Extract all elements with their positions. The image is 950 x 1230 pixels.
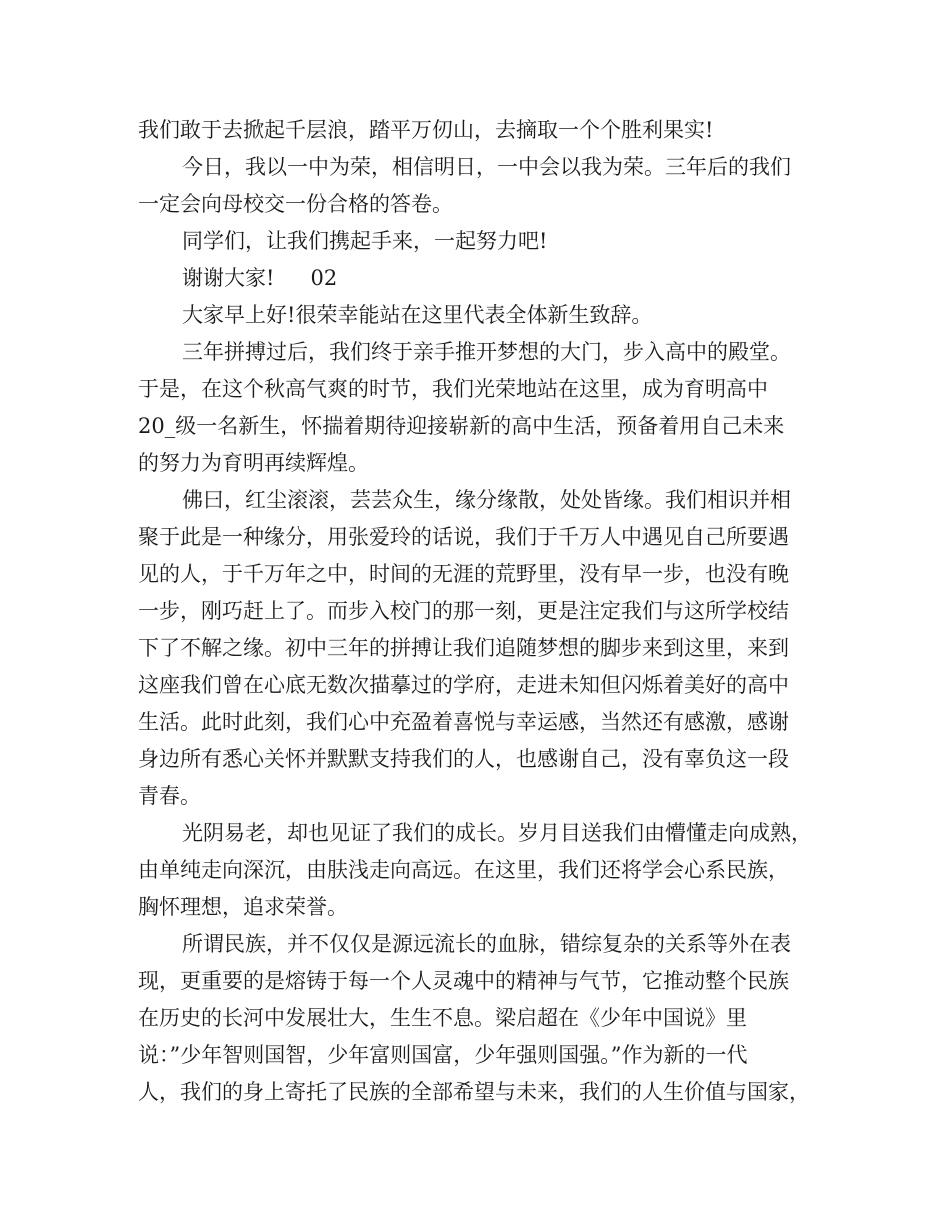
text-line	[138, 371, 838, 408]
text-line-content: 一定会向母校交一份合格的答卷。	[138, 192, 453, 216]
paragraph-p1	[138, 112, 838, 149]
text-line-content: 同学们，让我们携起手来，一起努力吧!	[182, 229, 548, 253]
text-line-content: 大家早上好!很荣幸能站在这里代表全体新生致辞。	[182, 303, 653, 327]
text-line	[138, 445, 838, 482]
text-line	[138, 112, 838, 149]
text-line-content: 一步，刚巧赶上了。而步入校门的那一刻，更是注定我们与这所学校结	[138, 599, 789, 623]
text-line-content: 聚于此是一种缘分，用张爱玲的话说，我们于千万人中遇见自己所要遇	[138, 525, 789, 549]
text-line-content: 生活。此时此刻，我们心中充盈着喜悦与幸运感，当然还有感激，感谢	[138, 710, 789, 734]
paragraph-p3	[138, 223, 838, 260]
paragraph-p8	[138, 815, 838, 926]
text-line	[138, 260, 838, 297]
paragraph-p5	[138, 297, 838, 334]
text-line-content: 在历史的长河中发展壮大，生生不息。梁启超在《少年中国说》里	[138, 1006, 747, 1030]
text-line	[138, 889, 838, 926]
text-line	[138, 1000, 838, 1037]
text-line-content: 由单纯走向深沉，由肤浅走向高远。在这里，我们还将学会心系民族，	[138, 858, 789, 882]
text-line	[138, 297, 838, 334]
text-line-content: 人，我们的身上寄托了民族的全部希望与未来，我们的人生价值与国家，	[138, 1080, 810, 1104]
text-line	[138, 1074, 838, 1111]
text-line-content: 的努力为育明再续辉煌。	[138, 451, 369, 475]
text-line	[138, 926, 838, 963]
text-line	[138, 1037, 838, 1074]
text-line-content: 三年拼搏过后，我们终于亲手推开梦想的大门，步入高中的殿堂。	[182, 340, 791, 364]
text-line-content: 光阴易老，却也见证了我们的成长。岁月目送我们由懵懂走向成熟，	[182, 821, 812, 845]
paragraph-p7	[138, 482, 838, 815]
text-line	[138, 186, 838, 223]
text-line	[138, 704, 838, 741]
text-line	[138, 556, 838, 593]
text-line	[138, 630, 838, 667]
text-line-content: 这座我们曾在心底无数次描摹过的学府，走进未知但闪烁着美好的高中	[138, 673, 789, 697]
text-line-content: 青春。	[138, 784, 201, 808]
text-line-content: 20_级一名新生，怀揣着期待迎接崭新的高中生活，预备着用自己未来	[138, 414, 785, 438]
text-line	[138, 741, 838, 778]
document-body	[138, 112, 838, 1111]
section-number: 02	[310, 266, 338, 290]
text-line-content: 现，更重要的是熔铸于每一个人灵魂中的精神与气节，它推动整个民族	[138, 969, 789, 993]
text-line-content: 于是，在这个秋高气爽的时节，我们光荣地站在这里，成为育明高中	[138, 377, 768, 401]
text-line	[138, 482, 838, 519]
text-line-content: 胸怀理想，追求荣誉。	[138, 895, 348, 919]
text-line	[138, 963, 838, 1000]
text-line-content: 下了不解之缘。初中三年的拼搏让我们追随梦想的脚步来到这里，来到	[138, 636, 789, 660]
text-line	[138, 334, 838, 371]
paragraph-p9	[138, 926, 838, 1111]
text-line	[138, 223, 838, 260]
paragraph-p6	[138, 334, 838, 482]
text-line	[138, 593, 838, 630]
text-line-content: 佛曰，红尘滚滚，芸芸众生，缘分缘散，处处皆缘。我们相识并相	[182, 488, 791, 512]
paragraph-p2	[138, 149, 838, 223]
text-line-content: 身边所有悉心关怀并默默支持我们的人，也感谢自己，没有辜负这一段	[138, 747, 789, 771]
text-line	[138, 408, 838, 445]
text-line-content: 所谓民族，并不仅仅是源远流长的血脉，错综复杂的关系等外在表	[182, 932, 791, 956]
text-line	[138, 149, 838, 186]
text-line-content: 见的人，于千万年之中，时间的无涯的荒野里，没有早一步，也没有晚	[138, 562, 789, 586]
text-line	[138, 667, 838, 704]
text-line-content: 说：”少年智则国智，少年富则国富，少年强则国强。”作为新的一代	[138, 1043, 748, 1067]
text-line	[138, 815, 838, 852]
text-line	[138, 852, 838, 889]
text-line	[138, 519, 838, 556]
text-line	[138, 778, 838, 815]
text-line-content: 我们敢于去掀起千层浪，踏平万仞山，去摘取一个个胜利果实!	[138, 118, 714, 142]
text-line-content: 谢谢大家!	[182, 266, 275, 290]
text-line-content: 今日，我以一中为荣，相信明日，一中会以我为荣。三年后的我们	[182, 155, 791, 179]
paragraph-p4	[138, 260, 838, 297]
